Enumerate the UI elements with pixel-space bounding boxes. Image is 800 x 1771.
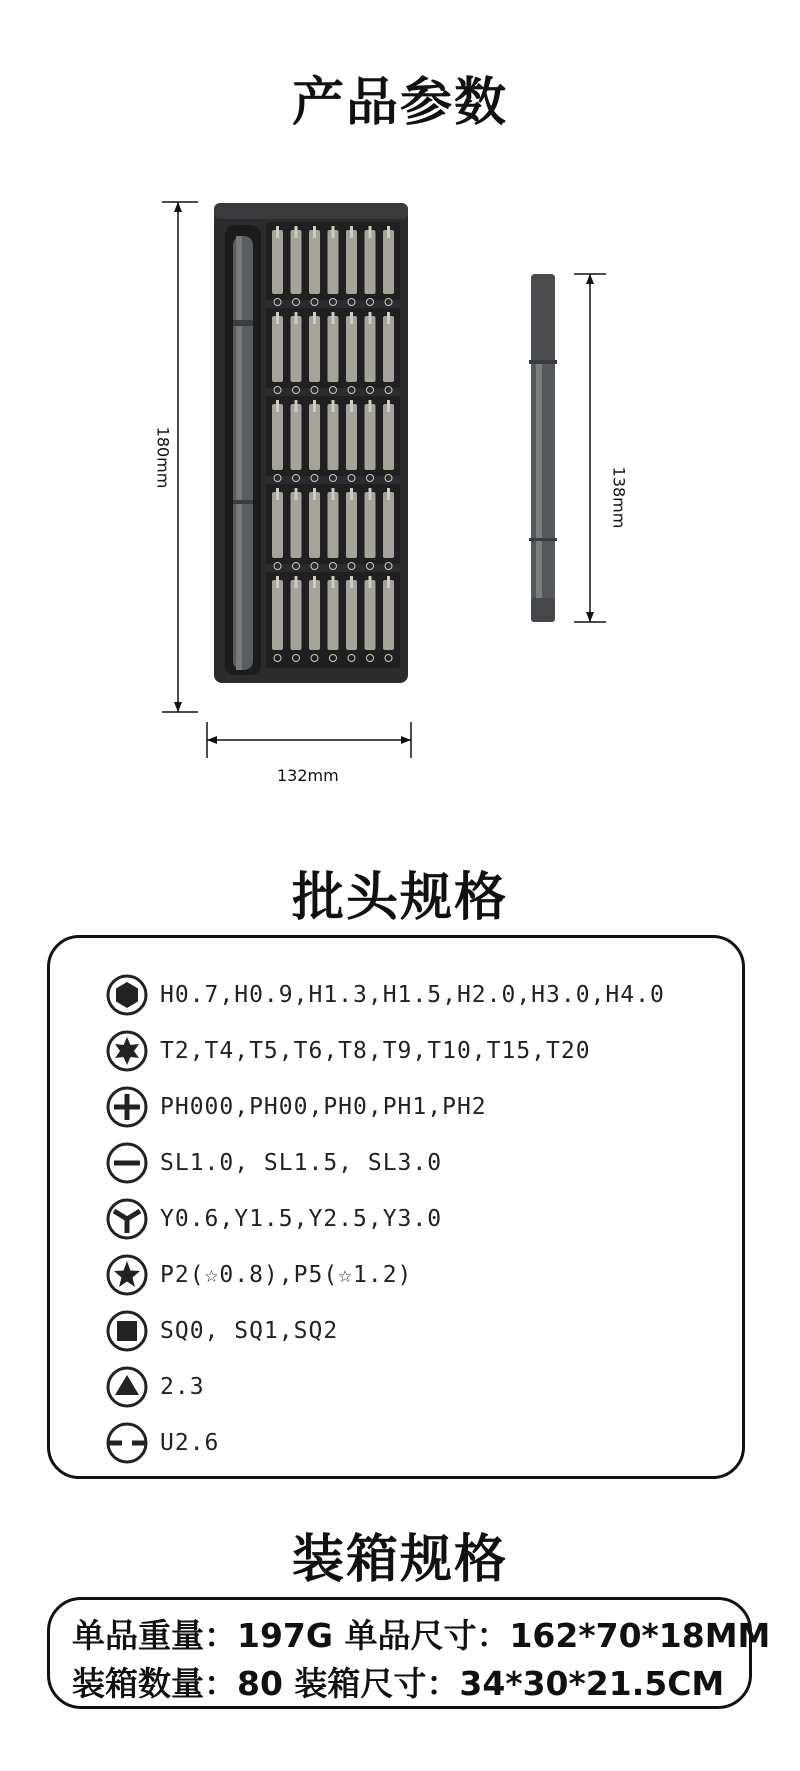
spec-text-tri-wing: Y0.6,Y1.5,Y2.5,Y3.0	[160, 1206, 443, 1232]
square-icon	[106, 1310, 148, 1352]
bit-shaft	[383, 316, 394, 382]
bit-tip	[369, 576, 372, 588]
spec-text-hex: H0.7,H0.9,H1.3,H1.5,H2.0,H3.0,H4.0	[160, 982, 665, 1008]
spec-row-square	[106, 1309, 338, 1353]
bit-shaft	[365, 580, 376, 650]
tri-wing-icon	[106, 1198, 148, 1240]
spec-row-triangle	[106, 1365, 205, 1409]
bit-shaft	[346, 580, 357, 650]
bit-shaft	[365, 316, 376, 382]
bit-tip	[313, 488, 316, 500]
bit-shaft	[291, 580, 302, 650]
bit-tip	[350, 400, 353, 412]
spec-text-pentalobe: P2(☆0.8),P5(☆1.2)	[160, 1262, 413, 1288]
bit-shaft	[272, 316, 283, 382]
bit-shaft	[328, 316, 339, 382]
case-width-label: 132mm	[277, 766, 339, 785]
bit-tip	[387, 576, 390, 588]
spec-row-hex	[106, 973, 665, 1017]
bit-tip	[295, 400, 298, 412]
packing-title: 装箱规格	[291, 1530, 508, 1590]
bit-shaft	[346, 316, 357, 382]
slotted-icon	[106, 1142, 148, 1184]
bit-specs-box	[47, 935, 745, 1479]
phillips-icon	[106, 1086, 148, 1128]
screwdriver-standalone	[529, 274, 557, 622]
bit-shaft	[383, 580, 394, 650]
bit-tip	[276, 488, 279, 500]
bit-shaft	[272, 492, 283, 558]
case-width-dimension	[207, 722, 411, 758]
spec-row-slotted	[106, 1141, 442, 1185]
bit-tip	[350, 312, 353, 324]
product-diagram	[0, 200, 800, 785]
bit-tip	[332, 488, 335, 500]
bit-shaft	[291, 230, 302, 294]
bit-tip	[369, 312, 372, 324]
packing-line-1: 单品重量：197G 单品尺寸：162*70*18MM	[72, 1616, 771, 1655]
bit-shaft	[291, 404, 302, 470]
bit-shaft	[383, 492, 394, 558]
torx-icon	[106, 1030, 148, 1072]
spec-text-triangle: 2.3	[160, 1374, 205, 1400]
bit-tip	[332, 226, 335, 238]
packing-box	[47, 1597, 771, 1709]
bit-shaft	[383, 230, 394, 294]
bit-tip	[332, 400, 335, 412]
bit-tip	[276, 226, 279, 238]
bit-shaft	[365, 230, 376, 294]
driver-length-label: 138mm	[609, 466, 629, 529]
bit-tip	[295, 576, 298, 588]
bit-shaft	[272, 404, 283, 470]
bit-shaft	[328, 230, 339, 294]
bit-shaft	[328, 492, 339, 558]
spec-text-phillips: PH000,PH00,PH0,PH1,PH2	[160, 1094, 487, 1120]
bit-tip	[369, 488, 372, 500]
bit-shaft	[309, 230, 320, 294]
bit-tip	[313, 226, 316, 238]
bit-shaft	[272, 580, 283, 650]
bit-shaft	[346, 404, 357, 470]
bit-tip	[350, 226, 353, 238]
u-shape-icon	[106, 1422, 148, 1464]
spec-row-phillips	[106, 1085, 487, 1129]
spec-text-torx: T2,T4,T5,T6,T8,T9,T10,T15,T20	[160, 1038, 591, 1064]
bit-tip	[332, 312, 335, 324]
bit-shaft	[346, 492, 357, 558]
bit-shaft	[309, 404, 320, 470]
bit-shaft	[328, 580, 339, 650]
params-title: 产品参数	[291, 73, 508, 133]
bit-shaft	[346, 230, 357, 294]
product-illustration	[0, 200, 800, 780]
bit-tip	[276, 400, 279, 412]
spec-row-torx	[106, 1029, 591, 1073]
bit-shaft	[365, 404, 376, 470]
bit-shaft	[291, 316, 302, 382]
bit-tip	[313, 400, 316, 412]
packing-line-2: 装箱数量：80 装箱尺寸：34*30*21.5CM	[72, 1664, 725, 1703]
bit-tip	[295, 226, 298, 238]
case-height-label: 180mm	[153, 426, 173, 489]
bits-title: 批头规格	[291, 868, 508, 928]
bit-shaft	[309, 492, 320, 558]
bit-shaft	[328, 404, 339, 470]
triangle-icon	[106, 1366, 148, 1408]
bit-tip	[276, 312, 279, 324]
bit-tip	[313, 576, 316, 588]
bit-shaft	[272, 230, 283, 294]
spec-row-pentalobe	[106, 1253, 412, 1297]
bit-tip	[276, 576, 279, 588]
bit-tip	[387, 312, 390, 324]
spec-row-u-shape	[106, 1421, 219, 1465]
hex-icon	[106, 974, 148, 1016]
bit-shaft	[309, 316, 320, 382]
bit-tip	[387, 488, 390, 500]
bit-shaft	[291, 492, 302, 558]
pentalobe-icon	[106, 1254, 148, 1296]
bit-tip	[387, 400, 390, 412]
bit-tip	[369, 226, 372, 238]
bit-tip	[350, 488, 353, 500]
driver-length-dimension	[574, 274, 606, 622]
bit-tip	[295, 488, 298, 500]
bit-shaft	[365, 492, 376, 558]
bit-tip	[387, 226, 390, 238]
bit-shaft	[383, 404, 394, 470]
bit-tip	[369, 400, 372, 412]
spec-text-square: SQ0, SQ1,SQ2	[160, 1318, 339, 1344]
bit-tip	[332, 576, 335, 588]
spec-row-tri-wing	[106, 1197, 442, 1241]
spec-text-u-shape: U2.6	[160, 1430, 220, 1456]
bit-tip	[350, 576, 353, 588]
bit-tip	[295, 312, 298, 324]
bit-tip	[313, 312, 316, 324]
spec-text-slotted: SL1.0, SL1.5, SL3.0	[160, 1150, 443, 1176]
bit-shaft	[309, 580, 320, 650]
